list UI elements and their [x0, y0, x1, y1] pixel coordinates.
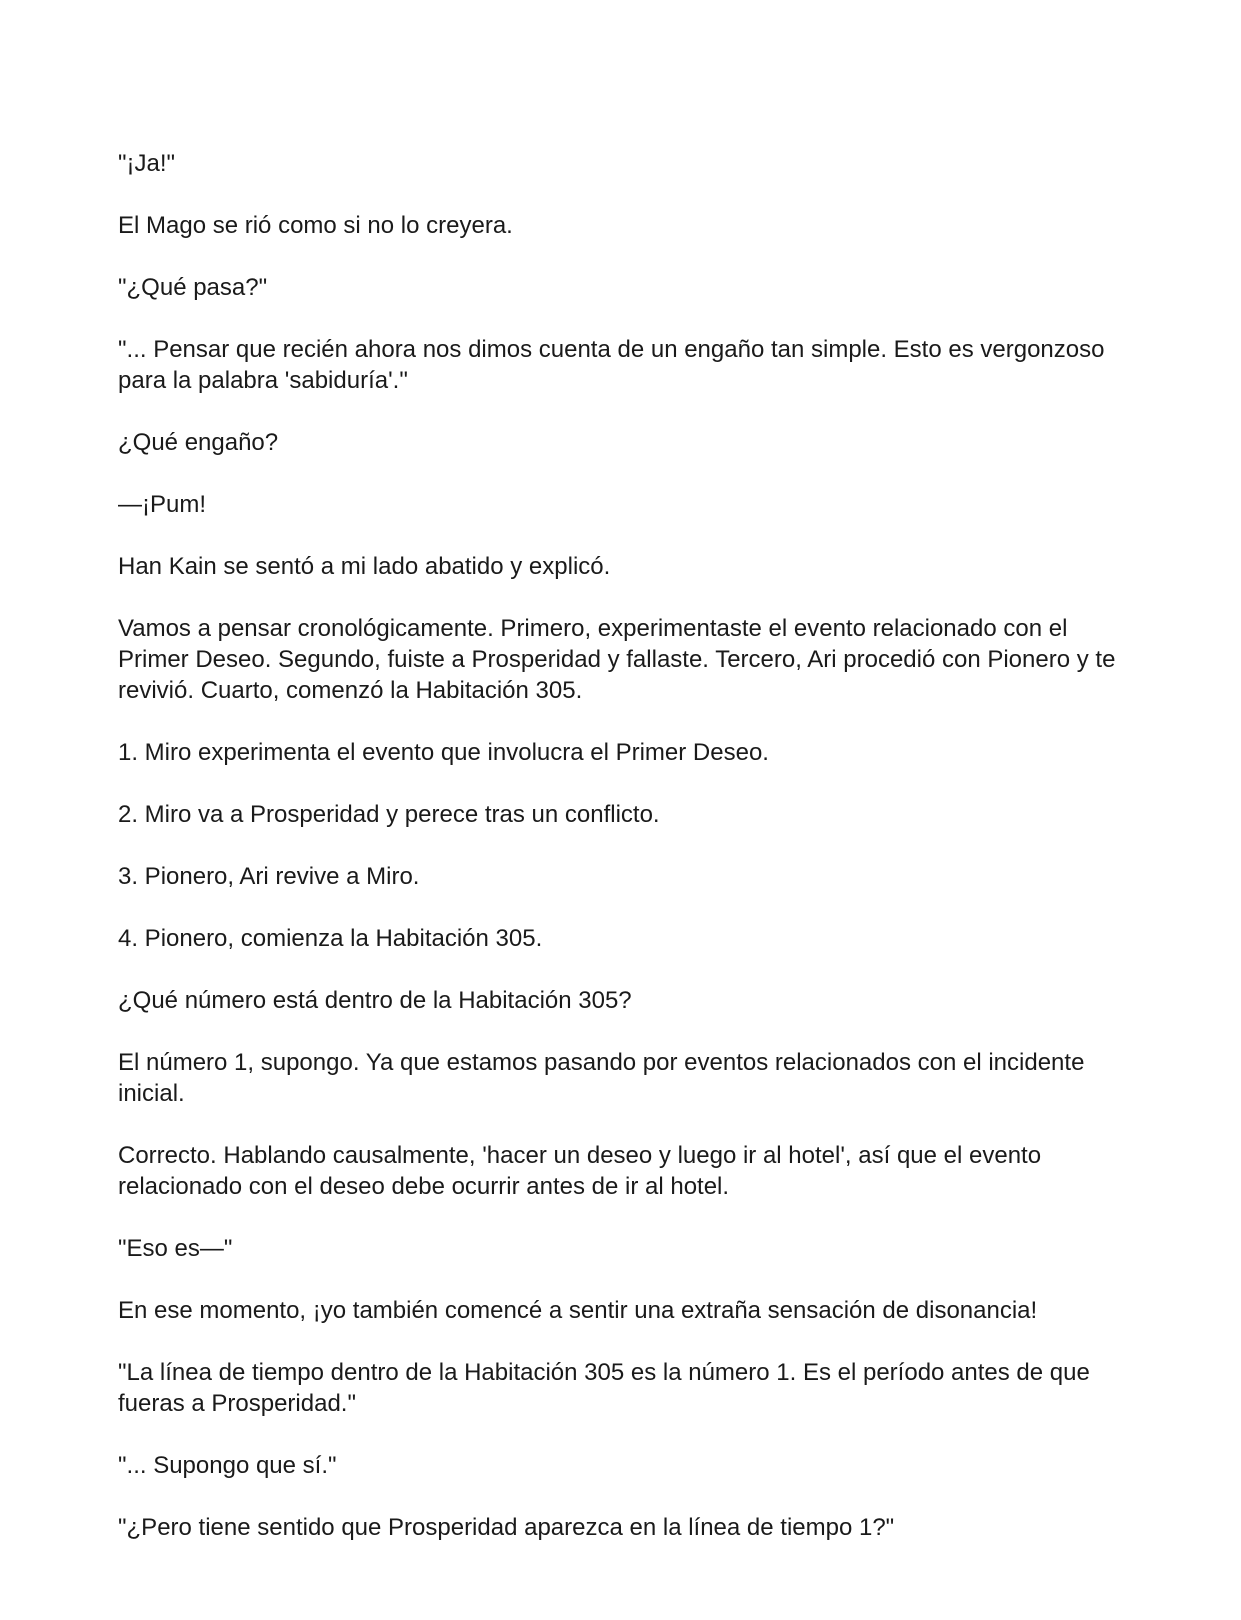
paragraph: Correcto. Hablando causalmente, 'hacer un deseo y luego ir al hotel', así que el evento relacionado con el deseo debe ocurrir antes de ir al hotel. — [118, 1142, 1042, 1200]
paragraph: ¿Qué número está dentro de la Habitación 305? — [118, 987, 632, 1014]
list-item: 2. Miro va a Prosperidad y perece tras un conflicto. — [118, 801, 660, 828]
paragraph: —¡Pum! — [118, 491, 207, 518]
paragraph: Vamos a pensar cronológicamente. Primero, experimentaste el evento relacionado con el Primer Deseo. Segundo, fuiste a Prosperidad y fallaste. Tercero, Ari procedió con Pionero y te revivió. Cuarto, comenzó la Habitación 305. — [118, 615, 1116, 704]
paragraph: "La línea de tiempo dentro de la Habitación 305 es la número 1. Es el período antes de que fueras a Prosperidad." — [118, 1359, 1090, 1417]
list-item: 3. Pionero, Ari revive a Miro. — [118, 863, 420, 890]
paragraph: "¿Qué pasa?" — [118, 274, 268, 301]
list-item: 1. Miro experimenta el evento que involucra el Primer Deseo. — [118, 739, 769, 766]
paragraph: El Mago se rió como si no lo creyera. — [118, 212, 513, 239]
document-body — [118, 148, 1118, 1574]
paragraph: "¿Pero tiene sentido que Prosperidad aparezca en la línea de tiempo 1?" — [118, 1514, 895, 1541]
paragraph: "Eso es—" — [118, 1235, 233, 1262]
paragraph: "¡Ja!" — [118, 150, 176, 177]
paragraph: "... Supongo que sí." — [118, 1452, 337, 1479]
paragraph: En ese momento, ¡yo también comencé a sentir una extraña sensación de disonancia! — [118, 1297, 1038, 1324]
list-item: 4. Pionero, comienza la Habitación 305. — [118, 925, 543, 952]
paragraph: "... Pensar que recién ahora nos dimos cuenta de un engaño tan simple. Esto es vergonzoso para la palabra 'sabiduría'." — [118, 336, 1105, 394]
paragraph: Han Kain se sentó a mi lado abatido y explicó. — [118, 553, 611, 580]
paragraph: El número 1, supongo. Ya que estamos pasando por eventos relacionados con el incidente inicial. — [118, 1049, 1085, 1107]
paragraph: ¿Qué engaño? — [118, 429, 279, 456]
